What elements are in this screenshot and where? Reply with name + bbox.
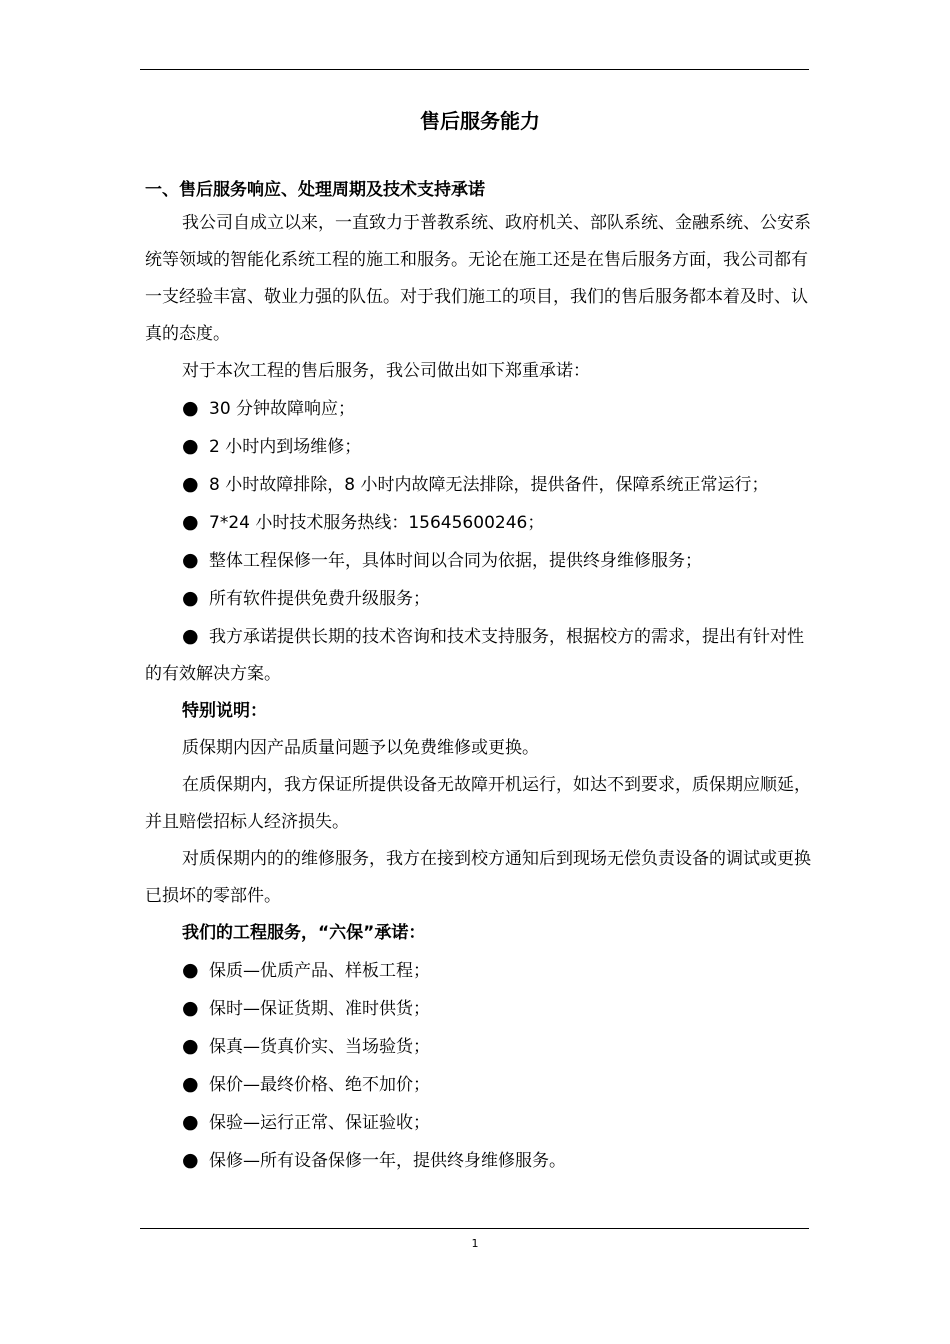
bullet-icon: ● xyxy=(182,1035,199,1057)
bullet-icon: ● xyxy=(182,587,199,609)
commitment-text: 我方承诺提供长期的技术咨询和技术支持服务，根据校方的需求，提出有针对性的有效解决方案。 xyxy=(145,627,804,684)
bullet-icon: ● xyxy=(182,1149,199,1171)
commitment-item xyxy=(145,466,811,504)
commitment-text: 整体工程保修一年，具体时间以合同为依据，提供终身维修服务； xyxy=(209,551,702,571)
commitment-text: 30 分钟故障响应； xyxy=(209,399,356,419)
commitment-item xyxy=(145,504,811,542)
guarantee-item xyxy=(145,1028,811,1066)
header-rule xyxy=(140,69,809,70)
bullet-icon: ● xyxy=(182,511,199,533)
commitment-text: 所有软件提供免费升级服务； xyxy=(209,589,430,609)
section-heading: 一、售后服务响应、处理周期及技术支持承诺 xyxy=(145,180,485,200)
bullet-icon: ● xyxy=(182,397,199,419)
commitment-item xyxy=(145,580,811,618)
guarantee-text: 保真—货真价实、当场验货； xyxy=(209,1037,430,1057)
guarantee-text: 保时—保证货期、准时供货； xyxy=(209,999,430,1019)
commitment-text: 7*24 小时技术服务热线：15645600246； xyxy=(209,513,545,533)
special-note: 在质保期内，我方保证所提供设备无故障开机运行，如达不到要求，质保期应顺延，并且赔偿招标人经济损失。 xyxy=(145,775,811,832)
special-note: 对质保期内的的维修服务，我方在接到校方通知后到现场无偿负责设备的调试或更换已损坏的零部件。 xyxy=(145,849,811,906)
bullet-icon: ● xyxy=(182,473,199,495)
six-guarantee-heading: 我们的工程服务，“六保”承诺： xyxy=(182,923,426,943)
guarantee-item xyxy=(145,1142,811,1180)
guarantee-text: 保验—运行正常、保证验收； xyxy=(209,1113,430,1133)
guarantee-text: 保价—最终价格、绝不加价； xyxy=(209,1075,430,1095)
commitment-item xyxy=(145,428,811,466)
page-number: 1 xyxy=(471,1237,479,1250)
guarantee-item xyxy=(145,990,811,1028)
guarantee-item xyxy=(145,952,811,990)
commitment-item xyxy=(145,618,811,693)
commitment-text: 2 小时内到场维修； xyxy=(209,437,362,457)
bullet-icon: ● xyxy=(182,1073,199,1095)
guarantee-item xyxy=(145,1066,811,1104)
commitment-intro: 对于本次工程的售后服务，我公司做出如下郑重承诺： xyxy=(182,361,590,381)
bullet-icon: ● xyxy=(182,549,199,571)
commitment-text: 8 小时故障排除，8 小时内故障无法排除，提供备件，保障系统正常运行； xyxy=(209,475,769,495)
bullet-icon: ● xyxy=(182,959,199,981)
bullet-icon: ● xyxy=(182,625,199,647)
footer-rule xyxy=(140,1228,809,1229)
commitment-item xyxy=(145,542,811,580)
page-title: 售后服务能力 xyxy=(420,109,540,133)
bullet-icon: ● xyxy=(182,435,199,457)
special-note: 质保期内因产品质量问题予以免费维修或更换。 xyxy=(182,738,539,758)
guarantee-text: 保修—所有设备保修一年，提供终身维修服务。 xyxy=(209,1151,566,1171)
guarantee-item xyxy=(145,1104,811,1142)
page-content xyxy=(145,104,811,1180)
bullet-icon: ● xyxy=(182,1111,199,1133)
commitment-item xyxy=(145,390,811,428)
intro-paragraph: 我公司自成立以来，一直致力于普教系统、政府机关、部队系统、金融系统、公安系统等领域的智能化系统工程的施工和服务。无论在施工还是在售后服务方面，我公司都有一支经验丰富、敬业力强的队伍。对于我们施工的项目，我们的售后服务都本着及时、认真的态度。 xyxy=(145,213,811,344)
guarantee-text: 保质—优质产品、样板工程； xyxy=(209,961,430,981)
bullet-icon: ● xyxy=(182,997,199,1019)
special-note-heading: 特别说明： xyxy=(182,701,267,721)
